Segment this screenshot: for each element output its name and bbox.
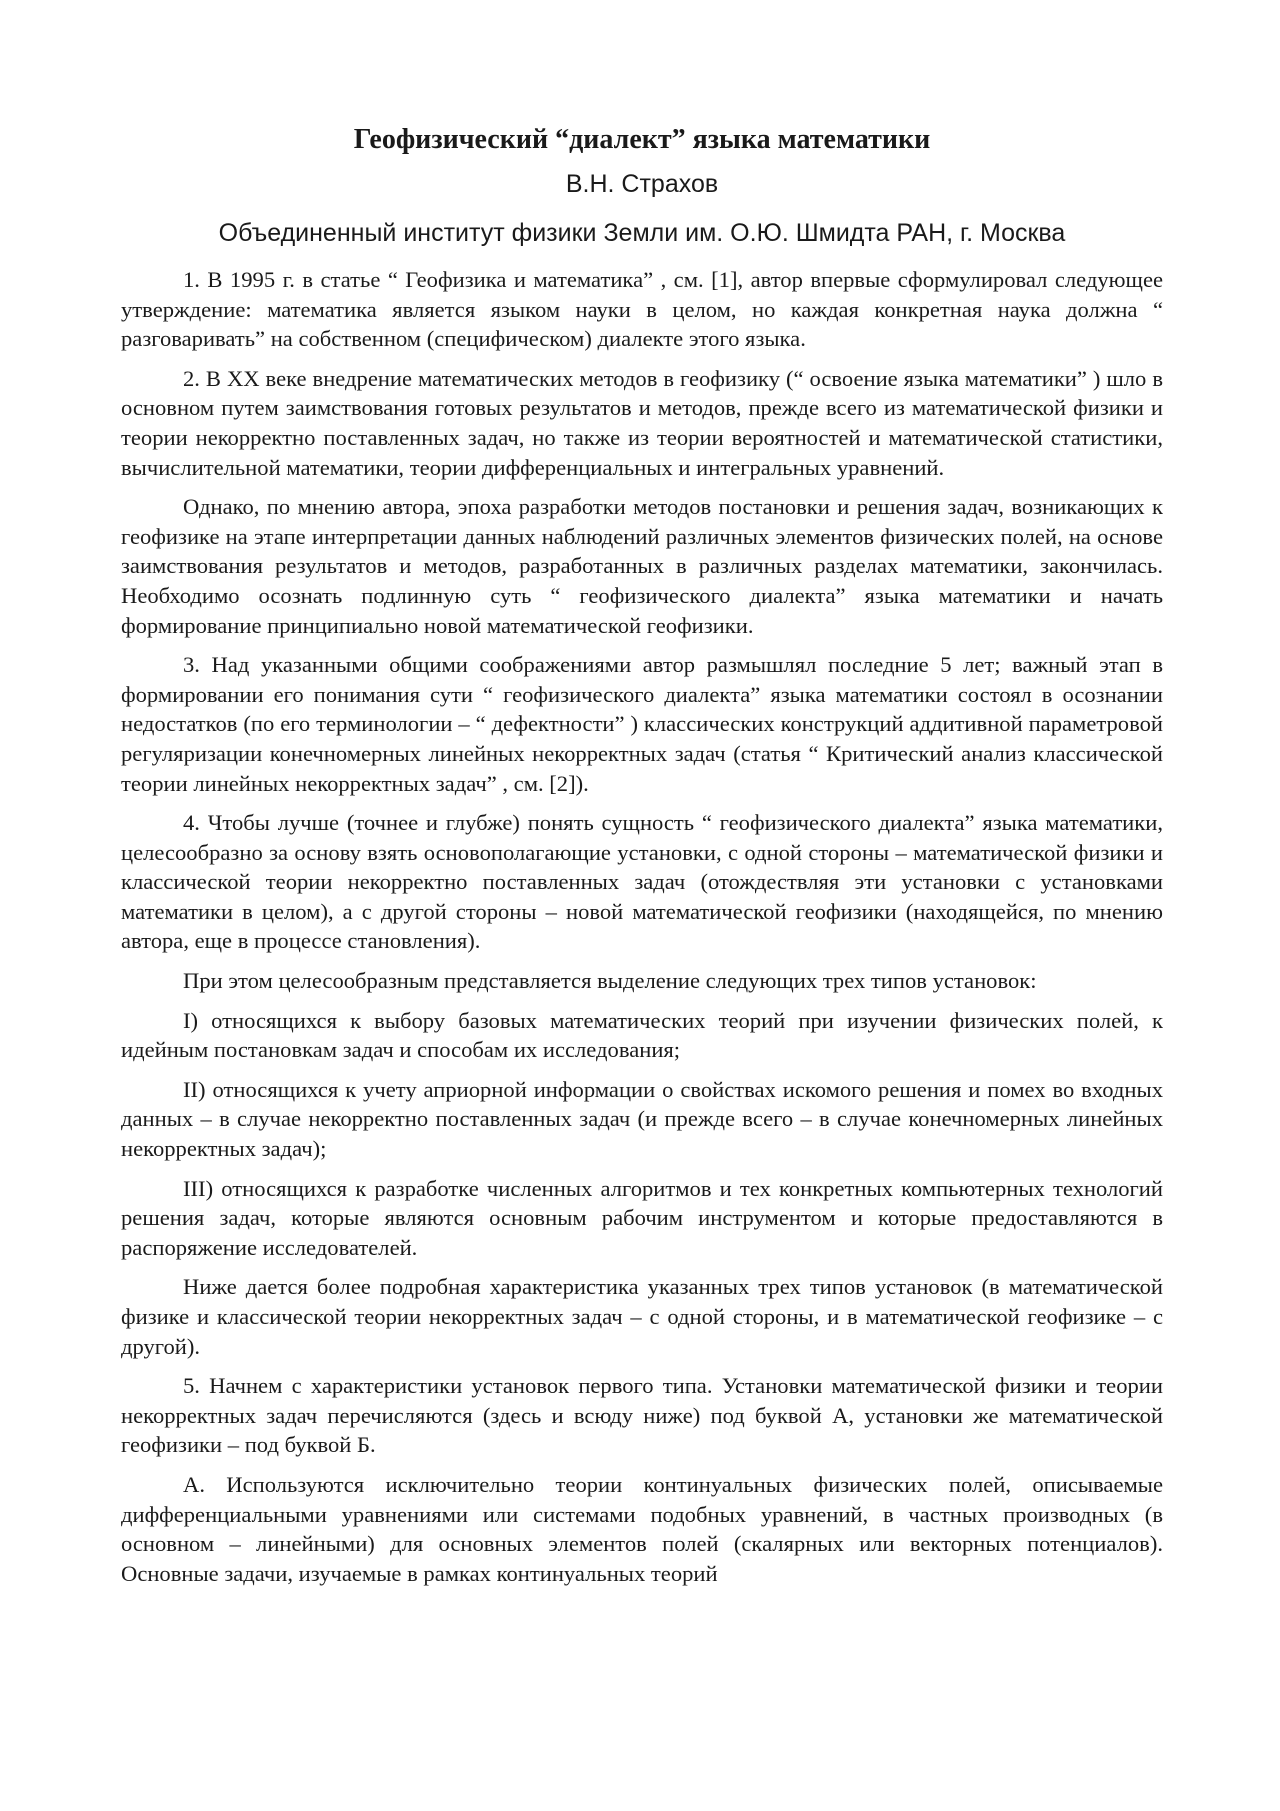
paragraph-4-summary: Ниже дается более подробная характеристика указанных трех типов установок (в математической физике и классической теории некорректных задач – с одной стороны, и в математической геофизике – с другой). (121, 1274, 1163, 1359)
list-item-ii: II) относящихся к учету априорной информации о свойствах искомого решения и помех во входных данных – в случае некорректно поставленных задач (и прежде всего – в случае конечномерных линейных некорректных задач); (121, 1076, 1163, 1162)
paragraph-4: 4. Чтобы лучше (точнее и глубже) понять сущность “ геофизического диалекта” языка математики, целесообразно за основу взять основополагающие установки, с одной стороны – математической физики и классической теории некорректно поставленных задач (отождествляя эти установки с установками математики в целом), а с другой стороны – новой математической геофизики (находящейся, по мнению автора, еще в процессе становления). (121, 810, 1163, 954)
paper-author: В.Н. Страхов (565, 170, 719, 198)
paper-affiliation: Объединенный институт физики Земли им. О.Ю. Шмидта РАН, г. Москва (218, 219, 1066, 247)
paragraph-2-continued: Однако, по мнению автора, эпоха разработки методов постановки и решения задач, возникающих к геофизике на этапе интерпретации данных наблюдений различных элементов физических полей, на основе заимствования результатов и методов, разработанных в различных разделах математики, закончилась. Необходимо осознать подлинную суть “ геофизического диалекта” языка математики и начать формирование принципиально новой математической геофизики. (121, 494, 1163, 638)
list-item-iii: III) относящихся к разработке численных алгоритмов и тех конкретных компьютерных технологий решения задач, которые являются основным рабочим инструментом и которые предоставляются в распоряжение исследователей. (121, 1175, 1163, 1260)
paragraph-3: 3. Над указанными общими соображениями автор размышлял последние 5 лет; важный этап в формировании его понимания сути “ геофизического диалекта” языка математики состоял в осознании недостатков (по его терминологии – “ дефектности” ) классических конструкций аддитивной параметровой регуляризации конечномерных линейных некорректных задач (статья “ Критический анализ классической теории линейных некорректных задач” , см. [2]). (121, 652, 1163, 796)
paper-body (121, 122, 1163, 1598)
paragraph-1: 1. В 1995 г. в статье “ Геофизика и математика” , см. [1], автор впервые сформулировал следующее утверждение: математика является языком науки в целом, но каждая конкретная наука должна “ разговаривать” на собственном (специфическом) диалекте этого языка. (121, 267, 1163, 352)
paragraph-5a: А. Используются исключительно теории континуальных физических полей, описываемые дифференциальными уравнениями или системами подобных уравнений, в частных производных (в основном – линейными) для основных элементов полей (скалярных или векторных потенциалов). Основные задачи, изучаемые в рамках континуальных теорий (121, 1471, 1163, 1586)
paragraph-2: 2. В XX веке внедрение математических методов в геофизику (“ освоение языка математики” ) шло в основном путем заимствования готовых результатов и методов, прежде всего из математической физики и теории некорректно поставленных задач, но также из теории вероятностей и математической статистики, вычислительной математики, теории дифференциальных и интегральных уравнений. (121, 365, 1163, 480)
paper-title: Геофизический “диалект” языка математики (353, 124, 931, 155)
list-item-i: I) относящихся к выбору базовых математических теорий при изучении физических полей, к идейным постановкам задач и способам их исследования; (121, 1007, 1163, 1063)
paragraph-4-intro: При этом целесообразным представляется выделение следующих трех типов установок: (183, 968, 1037, 994)
paragraph-5: 5. Начнем с характеристики установок первого типа. Установки математической физики и теории некорректных задач перечисляются (здесь и всюду ниже) под буквой А, установки же математической геофизики – под буквой Б. (121, 1373, 1163, 1458)
